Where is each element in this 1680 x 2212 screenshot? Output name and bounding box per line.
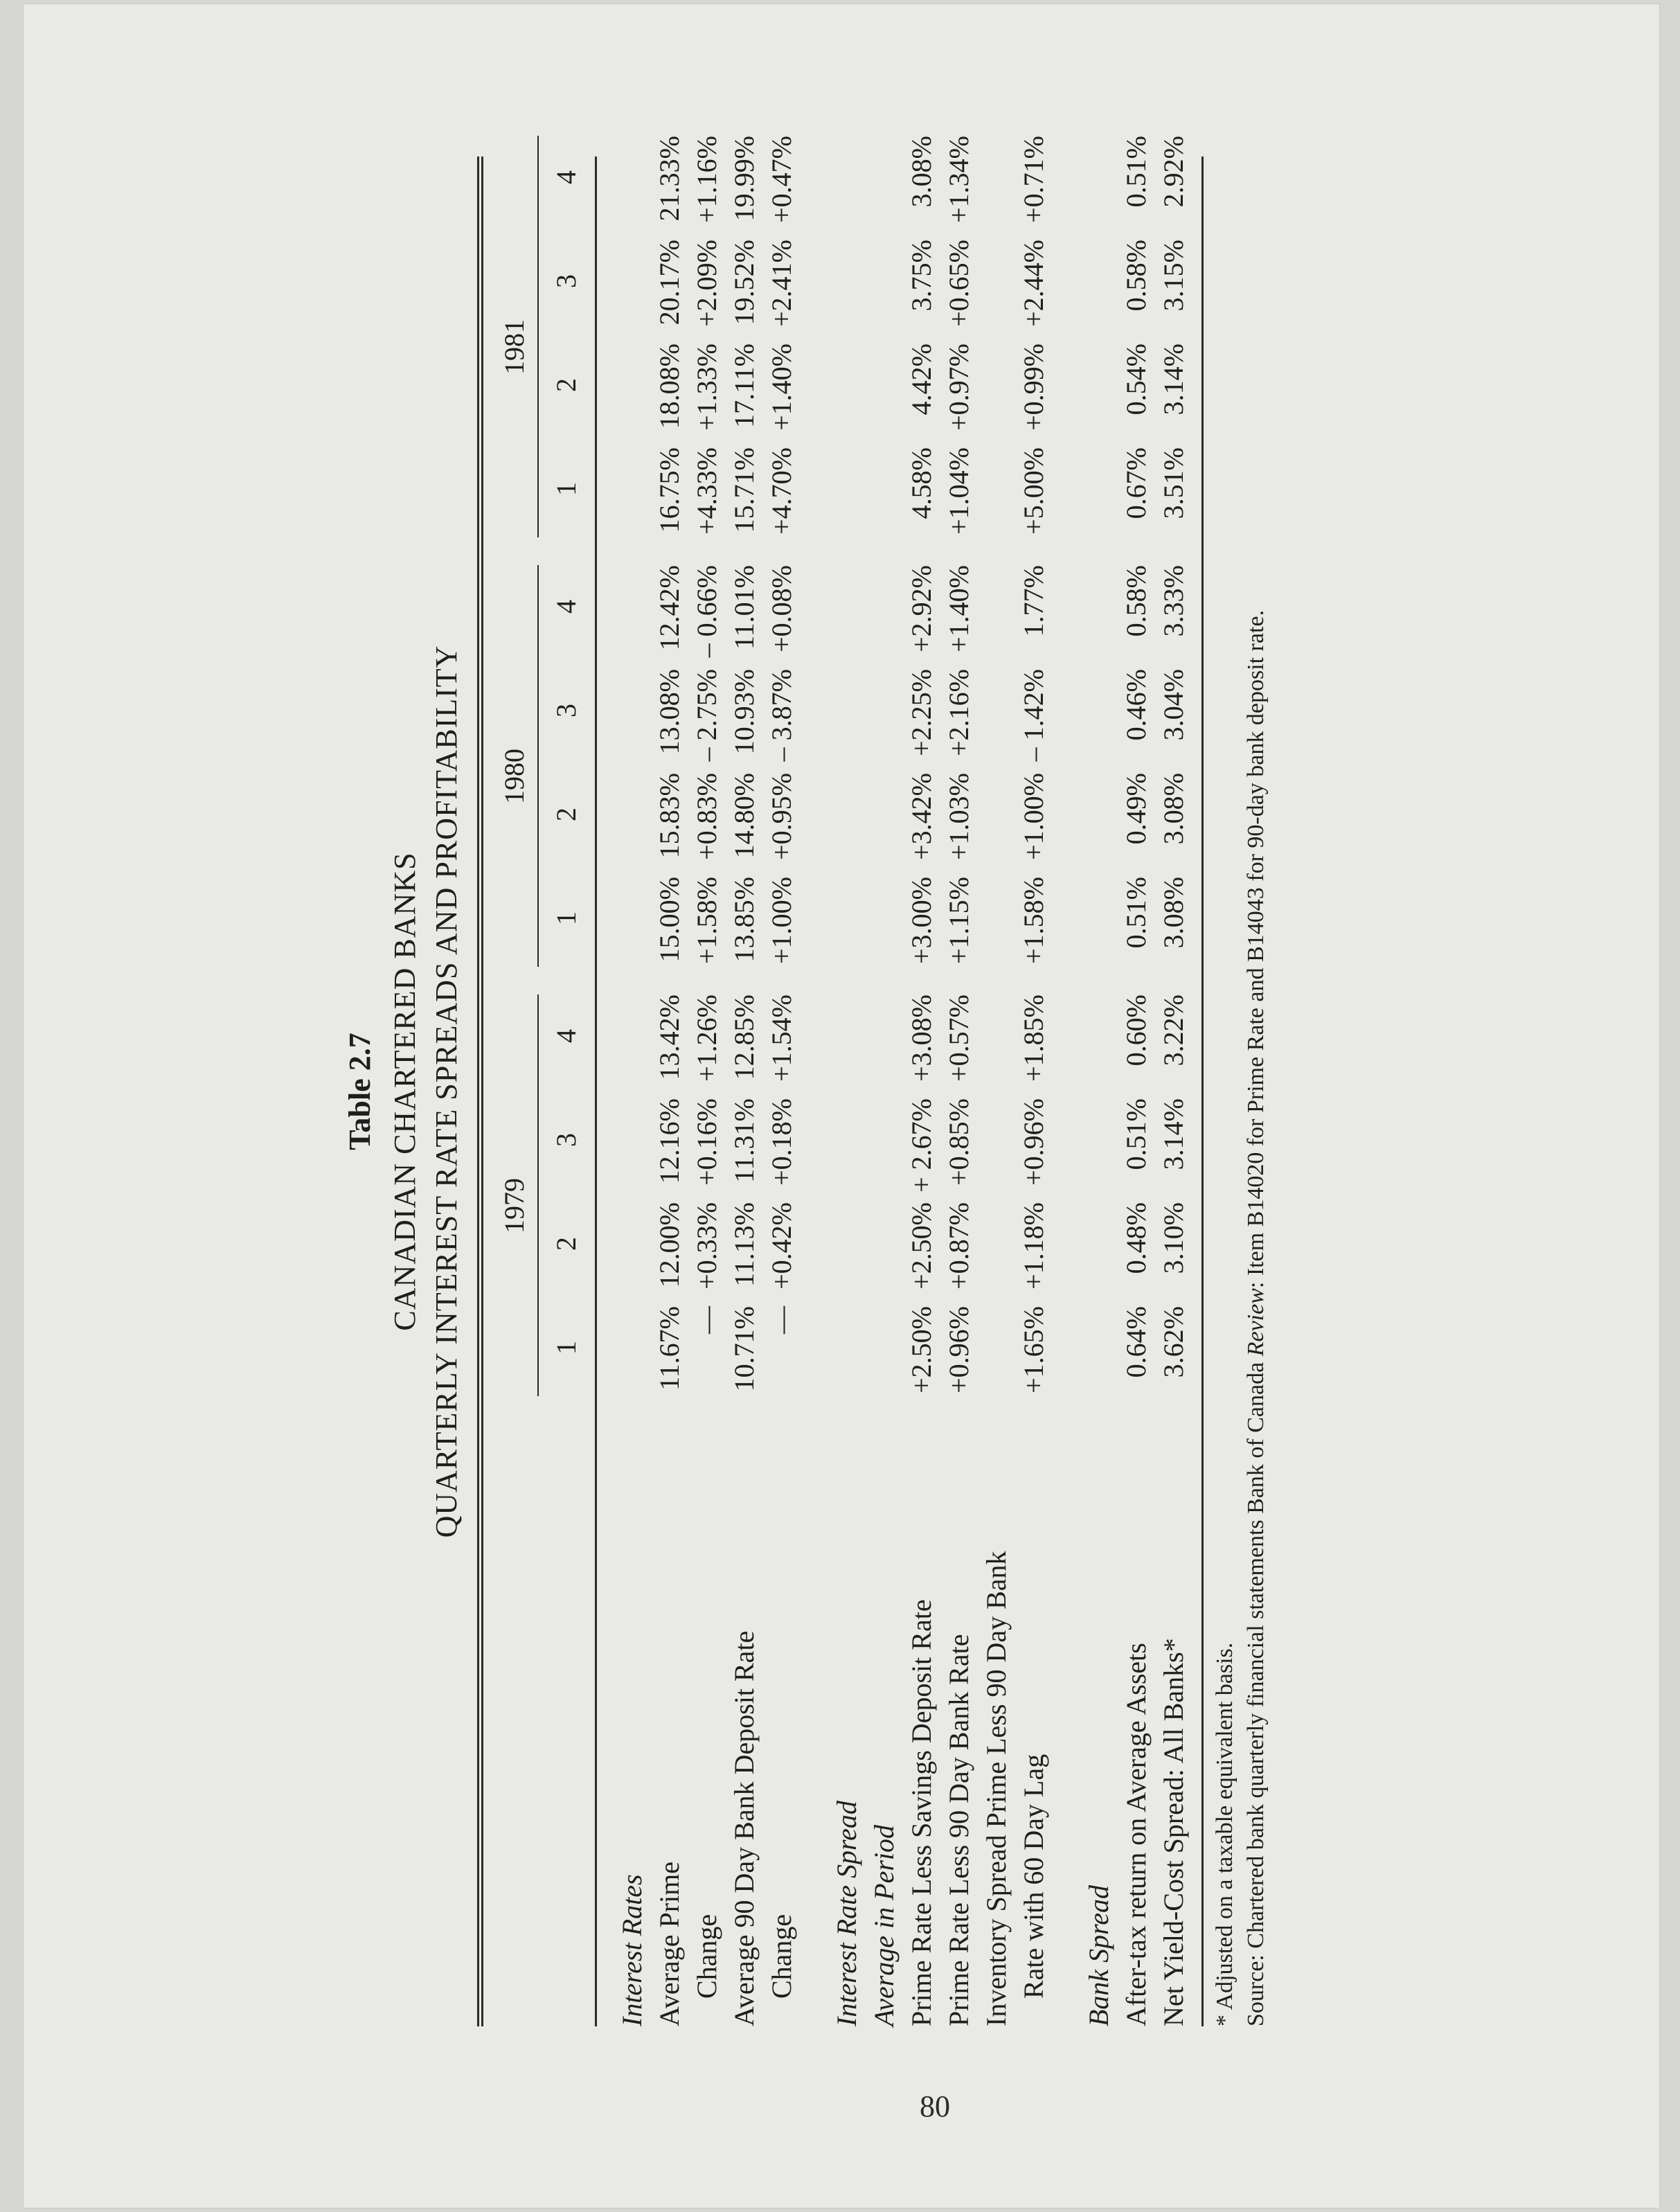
row-label: Change [691,1914,722,1999]
table-cell: 13.08% [654,669,685,755]
table-cell: +1.85% [1018,994,1049,1082]
table-cell: +2.41% [766,240,797,327]
table-cell: +1.04% [943,447,974,535]
table-cell: +0.47% [766,136,797,223]
table-cell: +1.16% [691,136,722,223]
table-cell: +2.92% [906,565,937,652]
table-cell: +3.08% [906,994,937,1082]
table-cell: 19.52% [729,240,760,325]
table-cell: 3.51% [1158,447,1189,519]
table-cell: 0.58% [1120,565,1152,637]
table-cell: — [766,1306,797,1334]
table-cell: 4.42% [906,344,937,416]
table-cell: 3.14% [1158,1098,1189,1170]
table-cell: 4.58% [906,447,937,519]
table-cell: 21.33% [654,136,685,222]
row-label: Inventory Spread Prime Less 90 Day Bank [981,1551,1012,2026]
table-cell: +0.99% [1018,344,1049,431]
table-cell: +1.00% [766,877,797,964]
table-cell: 0.58% [1120,240,1152,312]
row-label: Average 90 Day Bank Deposit Rate [729,1630,760,2026]
table-cell: +0.71% [1018,136,1049,223]
quarter-header: 2 [551,808,582,821]
table-cell: +5.00% [1018,447,1049,535]
table-cell: +1.00% [1018,773,1049,860]
table-cell: 0.51% [1120,877,1152,949]
page-number: 80 [920,2089,950,2123]
table-cell: 0.46% [1120,669,1152,741]
table-cell: 3.15% [1158,240,1189,312]
table-cell: +4.70% [766,447,797,535]
table-cell: 12.42% [654,565,685,651]
table-cell: 3.75% [906,240,937,312]
table-cell: +1.54% [766,994,797,1082]
table-cell: 15.00% [654,877,685,963]
top-rule [477,157,479,2026]
year-header: 1979 [499,1178,530,1233]
table-cell: 15.71% [729,447,760,533]
quarter-header: 1 [551,911,582,925]
table-cell: +0.96% [943,1306,974,1393]
quarter-header: 3 [551,1133,582,1147]
table-cell: 18.08% [654,344,685,429]
row-label: Prime Rate Less Savings Deposit Rate [906,1599,937,2026]
row-label: Net Yield-Cost Spread: All Banks* [1158,1638,1189,2026]
table-cell: +0.85% [943,1098,974,1186]
table-cell: 0.67% [1120,447,1152,519]
table-cell: +2.50% [906,1306,937,1393]
table-cell: 11.67% [654,1306,685,1391]
year-rule [537,994,539,1396]
table-cell: 3.08% [1158,877,1189,949]
table-cell: 0.60% [1120,994,1152,1067]
table-cell: +2.50% [906,1202,937,1290]
top-rule-double [481,157,483,2026]
table-cell: 11.01% [729,565,760,650]
table-cell: +2.16% [943,669,974,756]
table-cell: +0.08% [766,565,797,652]
year-header: 1981 [499,319,530,375]
table-cell: +0.83% [691,773,722,860]
table-heading: CANADIAN CHARTERED BANKS [388,852,422,1331]
table-cell: 19.99% [729,136,760,222]
table-cell: +1.65% [1018,1306,1049,1393]
table-cell: 10.93% [729,669,760,755]
table-cell: +0.33% [691,1202,722,1290]
table-cell: 3.33% [1158,565,1189,637]
table-cell: 11.31% [729,1098,760,1183]
table-cell: 12.16% [654,1098,685,1184]
table-cell: +0.65% [943,240,974,327]
table-cell: +0.42% [766,1202,797,1290]
row-label: Bank Spread [1083,1884,1114,2026]
table-cell: – 0.66% [691,565,722,658]
table-cell: 1.77% [1018,565,1049,637]
table-cell: +1.18% [1018,1202,1049,1290]
table-cell: +1.40% [766,344,797,431]
table-cell: +0.87% [943,1202,974,1290]
table-cell: 3.08% [906,136,937,208]
row-label: Average Prime [654,1861,685,2026]
table-cell: 0.51% [1120,136,1152,208]
table-cell: +1.58% [691,877,722,964]
quarter-header: 4 [551,1029,582,1043]
table-cell: 3.22% [1158,994,1189,1067]
table-cell: 10.71% [729,1306,760,1392]
source-note: Source: Chartered bank quarterly financial statements Bank of Canada Review: Item B14020 for Prime Rate and B14043 for 90-day bank deposit rate. [1243,609,1269,2026]
row-label: Average in Period [868,1824,900,2026]
header-rule [595,157,597,2026]
quarter-header: 1 [551,1341,582,1355]
quarter-header: 3 [551,704,582,717]
table-cell: +2.09% [691,240,722,327]
quarter-header: 2 [551,1237,582,1251]
table-cell: 17.11% [729,344,760,428]
table-cell: +0.16% [691,1098,722,1186]
row-label: After-tax return on Average Assets [1120,1643,1152,2026]
table-cell: 20.17% [654,240,685,325]
table-cell: +1.40% [943,565,974,652]
quarter-header: 4 [551,170,582,184]
table-cell: +1.34% [943,136,974,223]
row-label: Change [766,1914,797,1999]
table-cell: 14.80% [729,773,760,859]
table-cell: 11.13% [729,1202,760,1287]
table-cell: +3.42% [906,773,937,860]
table-cell: +1.58% [1018,877,1049,964]
table-cell: +2.25% [906,669,937,756]
table-cell: +1.33% [691,344,722,431]
table-cell: – 2.75% [691,669,722,762]
row-label: Rate with 60 Day Lag [1018,1754,1049,1999]
table-cell: + 2.67% [906,1098,937,1193]
table-cell: +1.03% [943,773,974,860]
table-cell: +0.95% [766,773,797,860]
table-cell: 12.00% [654,1202,685,1288]
table-title: Table 2.7 [343,1033,377,1150]
table-cell: +1.26% [691,994,722,1082]
year-rule [537,565,539,967]
footnote: * Adjusted on a taxable equivalent basis. [1212,1642,1237,2026]
quarter-header: 3 [551,274,582,288]
table-cell: +1.15% [943,877,974,964]
table-cell: 0.51% [1120,1098,1152,1170]
quarter-header: 4 [551,600,582,614]
page [24,4,1659,2208]
table-cell: 0.48% [1120,1202,1152,1274]
table-cell: 12.85% [729,994,760,1080]
table-cell: 3.62% [1158,1306,1189,1378]
rotated-table [321,136,1415,2026]
table-cell: – 1.42% [1018,669,1049,762]
table-cell: +4.33% [691,447,722,535]
table-cell: +2.44% [1018,240,1049,327]
table-cell: 3.10% [1158,1202,1189,1274]
table-cell: – 3.87% [766,669,797,762]
table-cell: 13.85% [729,877,760,963]
table-cell: 3.08% [1158,773,1189,845]
table-cell: +0.18% [766,1098,797,1186]
table-cell: +0.97% [943,344,974,431]
table-cell: 3.14% [1158,344,1189,416]
table-cell: 15.83% [654,773,685,859]
table-cell: 13.42% [654,994,685,1080]
table-cell: — [691,1306,722,1334]
table-cell: 0.64% [1120,1306,1152,1378]
table-subheading: QUARTERLY INTEREST RATE SPREADS AND PROFITABILITY [429,645,463,1538]
table-cell: 0.54% [1120,344,1152,416]
table-cell: 3.04% [1158,669,1189,741]
table-cell: 0.49% [1120,773,1152,845]
table-cell: 2.92% [1158,136,1189,208]
table-cell: +0.57% [943,994,974,1082]
table-cell: 16.75% [654,447,685,533]
year-header: 1980 [499,749,530,804]
row-label: Prime Rate Less 90 Day Bank Rate [943,1634,974,2026]
row-label: Interest Rate Spread [831,1801,862,2026]
table-cell: +3.00% [906,877,937,964]
bottom-rule [1201,157,1204,2026]
quarter-header: 1 [551,482,582,496]
year-rule [537,136,539,537]
quarter-header: 2 [551,378,582,392]
table-cell: +0.96% [1018,1098,1049,1186]
row-label: Interest Rates [616,1874,647,2026]
